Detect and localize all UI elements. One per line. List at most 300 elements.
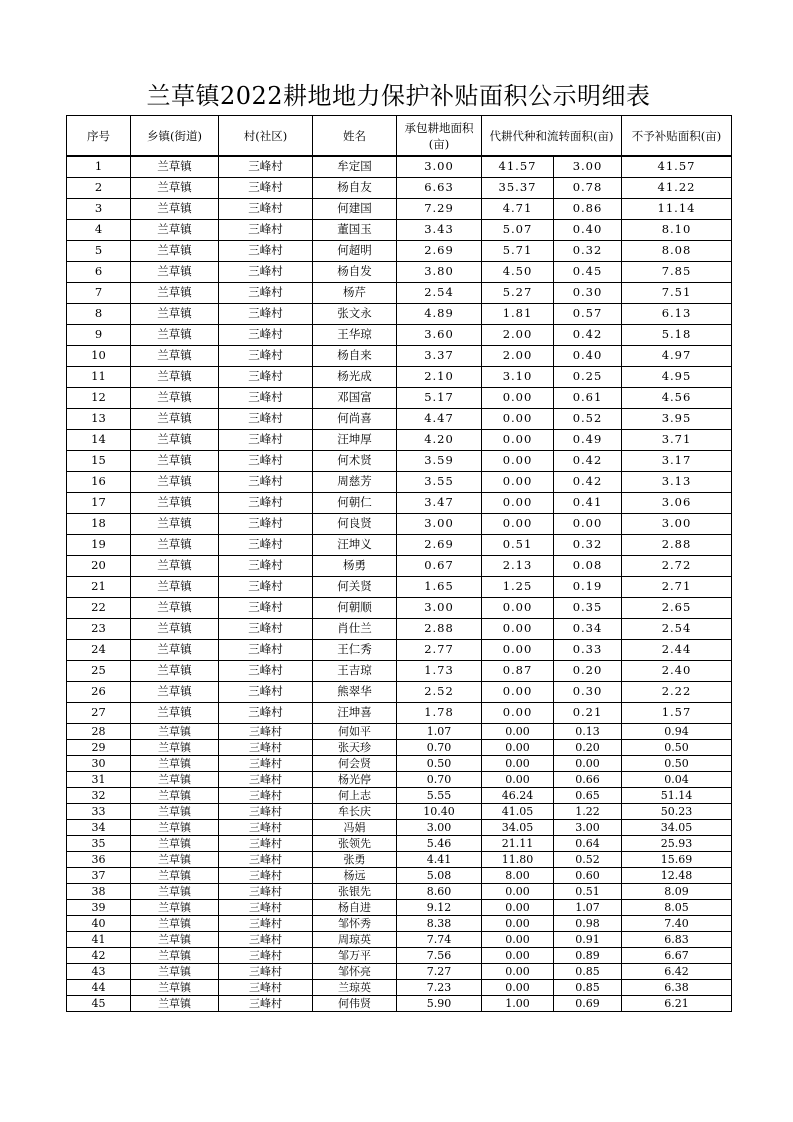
cell-no-subsidy-area: 0.04 [622, 772, 732, 788]
cell-no-subsidy-area: 7.85 [622, 262, 732, 283]
cell-transfer-area: 8.00 [482, 868, 554, 884]
cell-transfer-deduct: 0.64 [554, 836, 622, 852]
cell-contract-area: 2.88 [397, 619, 482, 640]
cell-name: 杨自友 [313, 178, 397, 199]
cell-transfer-deduct: 0.20 [554, 661, 622, 682]
cell-town: 兰草镇 [131, 724, 219, 740]
cell-village: 三峰村 [219, 836, 313, 852]
cell-town: 兰草镇 [131, 996, 219, 1012]
cell-transfer-deduct: 0.86 [554, 199, 622, 220]
cell-town: 兰草镇 [131, 388, 219, 409]
cell-village: 三峰村 [219, 756, 313, 772]
table-row [67, 262, 732, 283]
cell-contract-area: 3.00 [397, 156, 482, 178]
cell-contract-area: 0.67 [397, 556, 482, 577]
cell-transfer-deduct: 0.66 [554, 772, 622, 788]
table-row [67, 367, 732, 388]
table-row [67, 514, 732, 535]
header-transfer-area: 代耕代种和流转面积(亩) [482, 116, 622, 157]
cell-village: 三峰村 [219, 852, 313, 868]
cell-no-subsidy-area: 2.44 [622, 640, 732, 661]
table-row [67, 346, 732, 367]
cell-contract-area: 5.46 [397, 836, 482, 852]
cell-transfer-area: 11.80 [482, 852, 554, 868]
cell-name: 汪坤义 [313, 535, 397, 556]
cell-name: 何术贤 [313, 451, 397, 472]
cell-village: 三峰村 [219, 556, 313, 577]
cell-village: 三峰村 [219, 220, 313, 241]
cell-transfer-deduct: 0.42 [554, 451, 622, 472]
cell-village: 三峰村 [219, 661, 313, 682]
cell-village: 三峰村 [219, 409, 313, 430]
cell-index: 29 [67, 740, 131, 756]
cell-index: 21 [67, 577, 131, 598]
cell-transfer-deduct: 1.22 [554, 804, 622, 820]
cell-index: 1 [67, 156, 131, 178]
cell-no-subsidy-area: 3.95 [622, 409, 732, 430]
cell-name: 张文永 [313, 304, 397, 325]
cell-transfer-deduct: 0.60 [554, 868, 622, 884]
cell-contract-area: 2.54 [397, 283, 482, 304]
cell-name: 邹怀秀 [313, 916, 397, 932]
cell-village: 三峰村 [219, 178, 313, 199]
cell-village: 三峰村 [219, 772, 313, 788]
cell-contract-area: 3.37 [397, 346, 482, 367]
table-row [67, 241, 732, 262]
header-name: 姓名 [313, 116, 397, 157]
cell-transfer-deduct: 0.13 [554, 724, 622, 740]
cell-no-subsidy-area: 3.17 [622, 451, 732, 472]
cell-town: 兰草镇 [131, 703, 219, 724]
cell-transfer-deduct: 3.00 [554, 820, 622, 836]
cell-contract-area: 7.27 [397, 964, 482, 980]
cell-index: 4 [67, 220, 131, 241]
cell-no-subsidy-area: 2.65 [622, 598, 732, 619]
cell-no-subsidy-area: 11.14 [622, 199, 732, 220]
cell-contract-area: 5.08 [397, 868, 482, 884]
table-row [67, 493, 732, 514]
cell-transfer-area: 4.71 [482, 199, 554, 220]
cell-transfer-deduct: 0.32 [554, 241, 622, 262]
cell-index: 11 [67, 367, 131, 388]
cell-name: 邓国富 [313, 388, 397, 409]
cell-transfer-deduct: 0.30 [554, 682, 622, 703]
cell-index: 28 [67, 724, 131, 740]
cell-transfer-deduct: 0.21 [554, 703, 622, 724]
cell-transfer-area: 0.00 [482, 493, 554, 514]
cell-village: 三峰村 [219, 156, 313, 178]
cell-town: 兰草镇 [131, 514, 219, 535]
cell-name: 王吉琼 [313, 661, 397, 682]
cell-transfer-area: 0.00 [482, 724, 554, 740]
cell-index: 34 [67, 820, 131, 836]
cell-transfer-area: 5.71 [482, 241, 554, 262]
cell-index: 38 [67, 884, 131, 900]
subsidy-table [66, 115, 732, 1012]
cell-index: 12 [67, 388, 131, 409]
cell-name: 张领先 [313, 836, 397, 852]
cell-transfer-area: 0.00 [482, 430, 554, 451]
cell-index: 27 [67, 703, 131, 724]
table-row [67, 980, 732, 996]
cell-contract-area: 3.00 [397, 514, 482, 535]
cell-index: 5 [67, 241, 131, 262]
cell-contract-area: 4.47 [397, 409, 482, 430]
cell-village: 三峰村 [219, 900, 313, 916]
cell-transfer-deduct: 0.85 [554, 980, 622, 996]
cell-index: 18 [67, 514, 131, 535]
cell-no-subsidy-area: 2.88 [622, 535, 732, 556]
cell-village: 三峰村 [219, 980, 313, 996]
cell-town: 兰草镇 [131, 241, 219, 262]
table-row [67, 916, 732, 932]
cell-transfer-area: 0.00 [482, 964, 554, 980]
cell-name: 汪坤喜 [313, 703, 397, 724]
cell-town: 兰草镇 [131, 640, 219, 661]
cell-name: 邹怀亮 [313, 964, 397, 980]
cell-no-subsidy-area: 2.22 [622, 682, 732, 703]
cell-name: 王华琼 [313, 325, 397, 346]
cell-transfer-area: 0.00 [482, 451, 554, 472]
cell-town: 兰草镇 [131, 964, 219, 980]
cell-index: 22 [67, 598, 131, 619]
cell-contract-area: 4.20 [397, 430, 482, 451]
cell-contract-area: 10.40 [397, 804, 482, 820]
cell-no-subsidy-area: 8.05 [622, 900, 732, 916]
table-row [67, 756, 732, 772]
cell-contract-area: 6.63 [397, 178, 482, 199]
cell-name: 何良贤 [313, 514, 397, 535]
cell-transfer-deduct: 0.19 [554, 577, 622, 598]
table-row [67, 884, 732, 900]
cell-village: 三峰村 [219, 964, 313, 980]
cell-name: 何如平 [313, 724, 397, 740]
cell-contract-area: 5.55 [397, 788, 482, 804]
cell-name: 汪坤厚 [313, 430, 397, 451]
cell-contract-area: 3.60 [397, 325, 482, 346]
cell-town: 兰草镇 [131, 430, 219, 451]
cell-name: 何伟贤 [313, 996, 397, 1012]
cell-transfer-area: 0.00 [482, 472, 554, 493]
cell-transfer-area: 0.00 [482, 884, 554, 900]
cell-transfer-area: 0.51 [482, 535, 554, 556]
cell-town: 兰草镇 [131, 868, 219, 884]
table-row [67, 156, 732, 178]
table-row [67, 948, 732, 964]
cell-village: 三峰村 [219, 884, 313, 900]
cell-no-subsidy-area: 3.06 [622, 493, 732, 514]
cell-index: 14 [67, 430, 131, 451]
table-row [67, 724, 732, 740]
cell-contract-area: 4.41 [397, 852, 482, 868]
cell-contract-area: 3.59 [397, 451, 482, 472]
cell-transfer-area: 35.37 [482, 178, 554, 199]
cell-transfer-deduct: 0.40 [554, 220, 622, 241]
cell-name: 何会贤 [313, 756, 397, 772]
cell-transfer-deduct: 0.30 [554, 283, 622, 304]
cell-village: 三峰村 [219, 493, 313, 514]
cell-name: 杨芹 [313, 283, 397, 304]
cell-village: 三峰村 [219, 916, 313, 932]
table-row [67, 852, 732, 868]
cell-index: 20 [67, 556, 131, 577]
cell-no-subsidy-area: 0.50 [622, 740, 732, 756]
cell-no-subsidy-area: 2.40 [622, 661, 732, 682]
cell-no-subsidy-area: 5.18 [622, 325, 732, 346]
cell-index: 42 [67, 948, 131, 964]
cell-no-subsidy-area: 51.14 [622, 788, 732, 804]
cell-index: 43 [67, 964, 131, 980]
cell-name: 董国玉 [313, 220, 397, 241]
cell-index: 8 [67, 304, 131, 325]
table-row [67, 788, 732, 804]
cell-name: 杨远 [313, 868, 397, 884]
cell-transfer-area: 0.00 [482, 598, 554, 619]
cell-index: 10 [67, 346, 131, 367]
cell-transfer-deduct: 0.61 [554, 388, 622, 409]
cell-town: 兰草镇 [131, 932, 219, 948]
table-row [67, 178, 732, 199]
table-row [67, 740, 732, 756]
cell-contract-area: 3.00 [397, 598, 482, 619]
cell-village: 三峰村 [219, 535, 313, 556]
cell-index: 33 [67, 804, 131, 820]
cell-contract-area: 8.60 [397, 884, 482, 900]
cell-name: 杨自来 [313, 346, 397, 367]
header-index: 序号 [67, 116, 131, 157]
cell-transfer-area: 0.00 [482, 916, 554, 932]
cell-transfer-deduct: 0.32 [554, 535, 622, 556]
table-row [67, 304, 732, 325]
cell-town: 兰草镇 [131, 220, 219, 241]
cell-name: 杨勇 [313, 556, 397, 577]
cell-town: 兰草镇 [131, 283, 219, 304]
cell-town: 兰草镇 [131, 740, 219, 756]
cell-index: 40 [67, 916, 131, 932]
table-row [67, 619, 732, 640]
cell-transfer-deduct: 0.85 [554, 964, 622, 980]
cell-town: 兰草镇 [131, 156, 219, 178]
cell-index: 31 [67, 772, 131, 788]
cell-no-subsidy-area: 6.13 [622, 304, 732, 325]
cell-no-subsidy-area: 25.93 [622, 836, 732, 852]
table-row [67, 996, 732, 1012]
cell-village: 三峰村 [219, 514, 313, 535]
cell-no-subsidy-area: 6.21 [622, 996, 732, 1012]
cell-town: 兰草镇 [131, 325, 219, 346]
cell-transfer-deduct: 0.45 [554, 262, 622, 283]
cell-index: 16 [67, 472, 131, 493]
cell-transfer-deduct: 0.40 [554, 346, 622, 367]
table-row [67, 964, 732, 980]
cell-village: 三峰村 [219, 932, 313, 948]
table-row [67, 325, 732, 346]
cell-contract-area: 1.65 [397, 577, 482, 598]
cell-index: 3 [67, 199, 131, 220]
cell-transfer-area: 0.00 [482, 514, 554, 535]
cell-village: 三峰村 [219, 241, 313, 262]
cell-name: 兰琼英 [313, 980, 397, 996]
cell-name: 周琼英 [313, 932, 397, 948]
cell-contract-area: 3.00 [397, 820, 482, 836]
page-title: 兰草镇2022耕地地力保护补贴面积公示明细表 [146, 82, 651, 110]
table-row [67, 283, 732, 304]
cell-no-subsidy-area: 1.57 [622, 703, 732, 724]
cell-transfer-area: 0.00 [482, 682, 554, 703]
cell-no-subsidy-area: 2.54 [622, 619, 732, 640]
cell-index: 2 [67, 178, 131, 199]
cell-transfer-deduct: 0.52 [554, 409, 622, 430]
cell-village: 三峰村 [219, 283, 313, 304]
cell-village: 三峰村 [219, 740, 313, 756]
cell-no-subsidy-area: 6.42 [622, 964, 732, 980]
cell-name: 何上志 [313, 788, 397, 804]
cell-transfer-deduct: 0.41 [554, 493, 622, 514]
table-row [67, 409, 732, 430]
table-row [67, 932, 732, 948]
cell-index: 7 [67, 283, 131, 304]
cell-index: 37 [67, 868, 131, 884]
cell-contract-area: 0.70 [397, 740, 482, 756]
cell-name: 张天珍 [313, 740, 397, 756]
cell-index: 26 [67, 682, 131, 703]
cell-village: 三峰村 [219, 640, 313, 661]
table-row [67, 199, 732, 220]
cell-no-subsidy-area: 4.97 [622, 346, 732, 367]
cell-village: 三峰村 [219, 948, 313, 964]
cell-transfer-area: 2.13 [482, 556, 554, 577]
cell-name: 冯娟 [313, 820, 397, 836]
cell-village: 三峰村 [219, 577, 313, 598]
cell-town: 兰草镇 [131, 852, 219, 868]
cell-village: 三峰村 [219, 804, 313, 820]
cell-index: 24 [67, 640, 131, 661]
cell-name: 邹万平 [313, 948, 397, 964]
cell-index: 32 [67, 788, 131, 804]
table-row [67, 820, 732, 836]
cell-transfer-deduct: 0.33 [554, 640, 622, 661]
cell-transfer-area: 0.00 [482, 640, 554, 661]
cell-contract-area: 1.78 [397, 703, 482, 724]
header-no-subsidy-area: 不予补贴面积(亩) [622, 116, 732, 157]
cell-town: 兰草镇 [131, 367, 219, 388]
cell-transfer-area: 5.27 [482, 283, 554, 304]
cell-town: 兰草镇 [131, 598, 219, 619]
cell-transfer-area: 46.24 [482, 788, 554, 804]
cell-contract-area: 2.10 [397, 367, 482, 388]
cell-contract-area: 3.80 [397, 262, 482, 283]
cell-no-subsidy-area: 8.10 [622, 220, 732, 241]
cell-contract-area: 2.52 [397, 682, 482, 703]
cell-no-subsidy-area: 15.69 [622, 852, 732, 868]
cell-index: 9 [67, 325, 131, 346]
cell-village: 三峰村 [219, 996, 313, 1012]
table-row [67, 661, 732, 682]
cell-index: 45 [67, 996, 131, 1012]
cell-name: 杨光成 [313, 367, 397, 388]
cell-contract-area: 5.17 [397, 388, 482, 409]
cell-town: 兰草镇 [131, 199, 219, 220]
cell-no-subsidy-area: 4.56 [622, 388, 732, 409]
cell-no-subsidy-area: 3.71 [622, 430, 732, 451]
cell-transfer-deduct: 0.20 [554, 740, 622, 756]
cell-name: 何朝顺 [313, 598, 397, 619]
cell-village: 三峰村 [219, 598, 313, 619]
cell-town: 兰草镇 [131, 346, 219, 367]
cell-transfer-area: 0.00 [482, 948, 554, 964]
cell-town: 兰草镇 [131, 451, 219, 472]
cell-transfer-deduct: 1.07 [554, 900, 622, 916]
cell-no-subsidy-area: 2.71 [622, 577, 732, 598]
cell-town: 兰草镇 [131, 772, 219, 788]
cell-town: 兰草镇 [131, 577, 219, 598]
cell-index: 13 [67, 409, 131, 430]
cell-village: 三峰村 [219, 304, 313, 325]
table-row [67, 640, 732, 661]
cell-no-subsidy-area: 8.09 [622, 884, 732, 900]
cell-no-subsidy-area: 12.48 [622, 868, 732, 884]
table-row [67, 836, 732, 852]
cell-contract-area: 7.29 [397, 199, 482, 220]
cell-village: 三峰村 [219, 788, 313, 804]
cell-contract-area: 0.50 [397, 756, 482, 772]
cell-village: 三峰村 [219, 325, 313, 346]
cell-town: 兰草镇 [131, 900, 219, 916]
cell-town: 兰草镇 [131, 788, 219, 804]
cell-transfer-deduct: 0.00 [554, 514, 622, 535]
table-header-row [67, 116, 732, 157]
cell-transfer-deduct: 0.89 [554, 948, 622, 964]
table-row [67, 598, 732, 619]
cell-contract-area: 1.73 [397, 661, 482, 682]
table-row [67, 703, 732, 724]
cell-transfer-deduct: 0.34 [554, 619, 622, 640]
cell-transfer-deduct: 0.57 [554, 304, 622, 325]
table-row [67, 682, 732, 703]
cell-index: 17 [67, 493, 131, 514]
cell-transfer-area: 0.00 [482, 740, 554, 756]
table-row [67, 900, 732, 916]
table-row [67, 535, 732, 556]
cell-transfer-deduct: 0.42 [554, 472, 622, 493]
cell-town: 兰草镇 [131, 472, 219, 493]
cell-name: 张勇 [313, 852, 397, 868]
cell-no-subsidy-area: 8.08 [622, 241, 732, 262]
cell-name: 熊翠华 [313, 682, 397, 703]
cell-index: 36 [67, 852, 131, 868]
cell-no-subsidy-area: 41.57 [622, 156, 732, 178]
cell-town: 兰草镇 [131, 820, 219, 836]
table-row [67, 451, 732, 472]
cell-town: 兰草镇 [131, 661, 219, 682]
table-row [67, 577, 732, 598]
cell-transfer-area: 34.05 [482, 820, 554, 836]
cell-index: 6 [67, 262, 131, 283]
cell-index: 30 [67, 756, 131, 772]
cell-transfer-area: 0.00 [482, 619, 554, 640]
cell-village: 三峰村 [219, 388, 313, 409]
cell-village: 三峰村 [219, 430, 313, 451]
cell-town: 兰草镇 [131, 556, 219, 577]
cell-no-subsidy-area: 7.40 [622, 916, 732, 932]
table-row [67, 472, 732, 493]
cell-name: 周慈芳 [313, 472, 397, 493]
cell-name: 何朝仁 [313, 493, 397, 514]
header-town: 乡镇(街道) [131, 116, 219, 157]
cell-town: 兰草镇 [131, 980, 219, 996]
cell-name: 牟定国 [313, 156, 397, 178]
header-village: 村(社区) [219, 116, 313, 157]
